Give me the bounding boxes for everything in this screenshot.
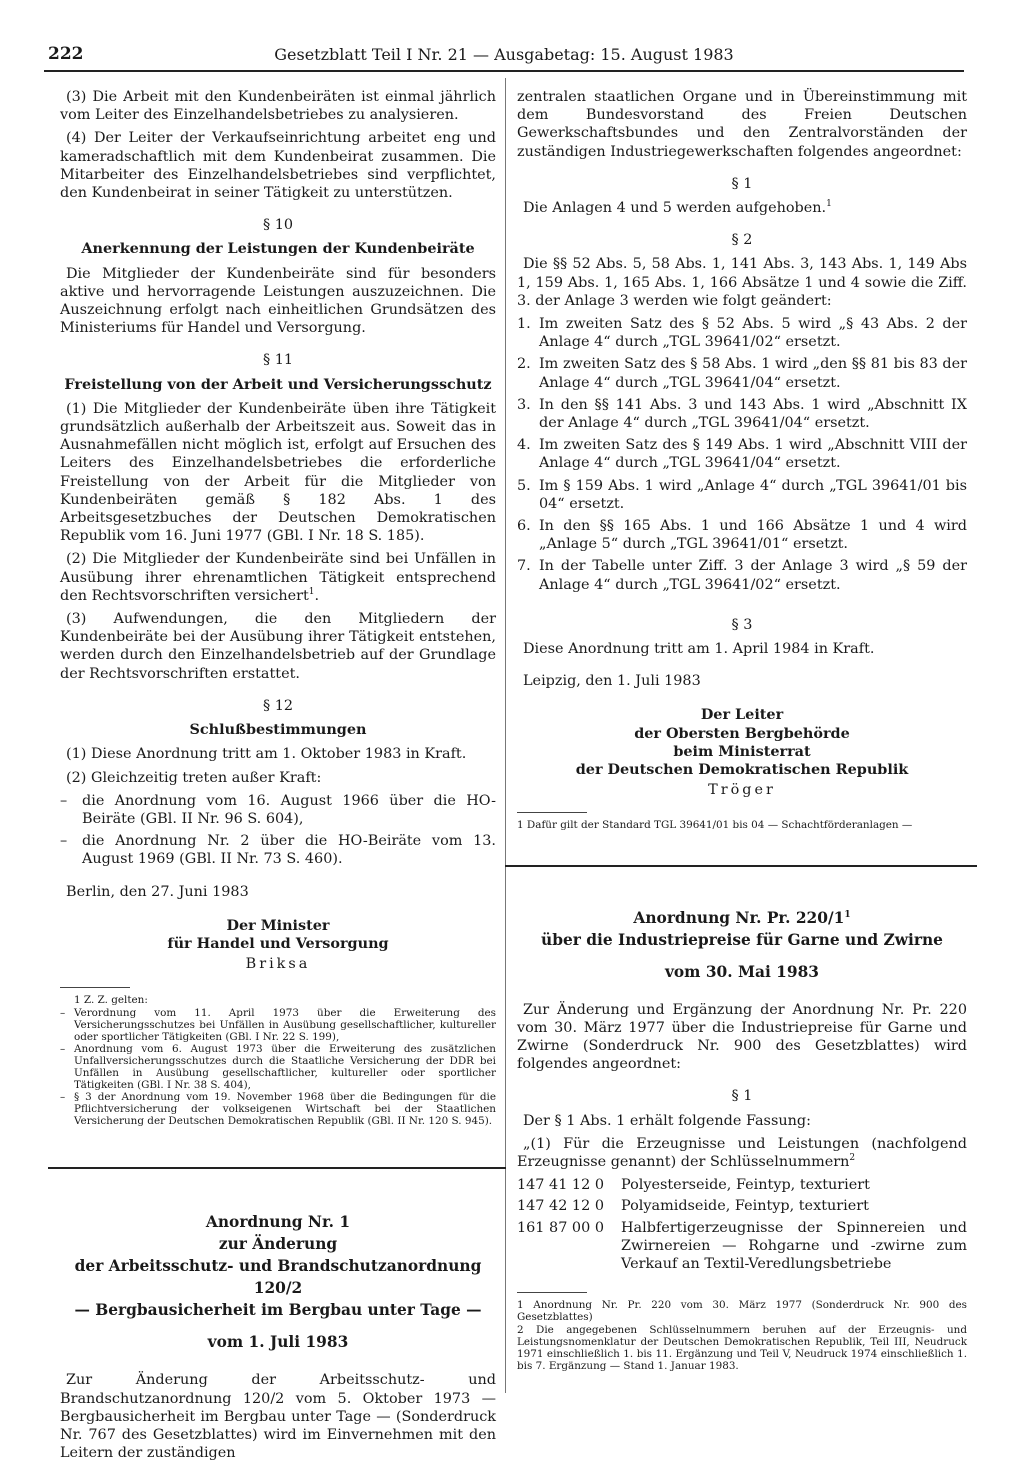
anordnung-3-quote [517,1135,967,1171]
section-12-para-2: (2) Gleichzeitig treten außer Kraft: [66,769,322,786]
product-code: 161 87 00 0 [517,1219,604,1236]
signer-name: Briksa [245,956,311,973]
list-item-text: die Anordnung vom 16. August 1966 über die HO-Beiräte (GBl. II Nr. 96 S. 604), [82,792,496,827]
footnote-1: 1 Anordnung Nr. Pr. 220 vom 30. März 1977 (Sonderdruck Nr. 900 des Gesetzblattes) [517,1299,967,1324]
signature-title-4: der Deutschen Demokratischen Republik [575,761,909,779]
footnote-ref-1[interactable]: 1 [826,199,832,210]
anordnung-3-section-1-number: § 1 [731,1088,753,1105]
paragraph-4: (4) Der Leiter der Verkaufseinrichtung arbeitet eng und kameradschaftlich mit dem Kundenbeirat zusammen. Die Mitarbeiter des Einzelhandelsbetriebes sind verpflichtet, den Kundenbeirat in seiner Tätigkeit zu unterstützen. [60,130,496,202]
footnote-item [60,1043,496,1091]
section-10-text: Die Mitglieder der Kundenbeiräte sind für besonders aktive und hervorragende Leistungen auszuzeichnen. Die Auszeichnung erfolgt nach einheitlichen Grundsätzen des Ministeriums für Handel und Versorgung. [60,265,496,337]
anordnung-3-date: vom 30. Mai 1983 [664,962,820,981]
list-item [517,355,967,391]
list-item-text: Im § 159 Abs. 1 wird „Anlage 4“ durch „TGL 39641/01 bis 04“ ersetzt. [539,477,967,512]
anordnung-3-title-2: über die Industriepreise für Garne und Zwirne [541,930,943,949]
item-number: 6. [517,518,531,535]
footnote-ref-1[interactable]: 1 [308,587,315,598]
section-12-title: Schlußbestimmungen [189,721,367,739]
place-date: Berlin, den 27. Juni 1983 [66,883,249,900]
product-code: 147 42 12 0 [517,1198,604,1215]
section-2-number: § 2 [731,232,753,249]
footnote-ref-1[interactable]: 1 [844,909,851,920]
article-separator [505,865,977,867]
footnotes [60,994,496,1127]
footnote-2: 2 Die angegebenen Schlüsselnummern beruhen auf der Erzeugnis- und Leistungsnomenklatur der Deutschen Demokratischen Republik, Teil III, Neudruck 1971 einschließlich 1. bis 11. Ergänzung und Teil V, Neudruck 1974 einschließlich 1. bis 7. Ergänzung — Stand 1. Januar 1983. [517,1324,967,1373]
section-12-para-1: (1) Diese Anordnung tritt am 1. Oktober 1983 in Kraft. [66,746,467,763]
list-item [517,477,967,513]
section-1-text-body: Die Anlagen 4 und 5 werden aufgehoben. [523,200,827,217]
footnotes [517,1299,967,1372]
list-item-text: Im zweiten Satz des § 52 Abs. 5 wird „§ 43 Abs. 2 der Anlage 4“ durch „TGL 39641/02“ ersetzt. [539,316,967,351]
section-11-para-2 [60,550,496,605]
item-number: 2. [517,356,531,373]
list-item-text: In den §§ 141 Abs. 3 und 143 Abs. 1 wird „Abschnitt IX der Anlage 4“ durch „TGL 39641/04“ ersetzt. [539,396,967,432]
anordnung-3-section-1-text: Der § 1 Abs. 1 erhält folgende Fassung: [523,1112,811,1129]
footnote-item [60,1091,496,1127]
signature-title-2: für Handel und Versorgung [167,934,389,952]
product-list [517,1176,967,1276]
section-11-title: Freistellung von der Arbeit und Versicherungsschutz [64,375,492,393]
footnote-intro: 1 Z. Z. gelten: [74,994,148,1007]
place-date: Leipzig, den 1. Juli 1983 [523,673,701,690]
footnote-ref-2[interactable]: 2 [849,1153,856,1164]
footnote-rule [517,812,587,813]
signature-title-2: der Obersten Bergbehörde [634,724,850,742]
anordnung-3-title-1 [517,907,967,929]
article-separator [48,1167,506,1169]
footnote-item-text: Verordnung vom 11. April 1973 über die Erweiterung des Versicherungsschutzes bei Unfällen in Ausübung gesellschaftlicher, kultureller oder sportlicher Tätigkeiten (GBl. I Nr. 22 S. 199), [74,1007,496,1044]
footnote-rule [517,1292,587,1293]
anordnung-2-title-2: zur Änderung [218,1235,338,1254]
product-description: Halbfertigerzeugnisse der Spinnereien und Zwirnereien — Rohgarne und -zwirne zum Verkauf an Textil-Veredlungsbetriebe [621,1219,967,1272]
item-number: 1. [517,316,531,333]
list-item [517,436,967,472]
dash-marker: – [60,1043,66,1056]
list-item [60,792,496,828]
product-description: Polyesterseide, Feintyp, texturiert [621,1177,870,1194]
header-title: Gesetzblatt Teil I Nr. 21 — Ausgabetag: 15. August 1983 [274,45,734,64]
dash-marker: – [60,1091,66,1104]
section-11-para-2-end: . [314,587,320,604]
continuation-text: zentralen staatlichen Organe und in Übereinstimmung mit dem Bundesvorstand des Freien Deutschen Gewerkschaftsbundes und den Zentralvorständen der zuständigen Industriegewerkschaften folgendes angeordnet: [517,89,967,160]
section-11-para-2-text: (2) Die Mitglieder der Kundenbeiräte sind bei Unfällen in Ausübung ihrer ehrenamtlichen Tätigkeit entsprechend den Rechtsvorschriften versichert [60,551,496,604]
dash-marker: – [60,833,68,850]
footnotes [517,819,967,831]
list-item [517,557,967,593]
anordnung-3-title-1-text: Anordnung Nr. Pr. 220/1 [633,908,845,927]
footnote-rule [60,987,130,988]
section-11-para-1: (1) Die Mitglieder der Kundenbeiräte üben ihre Tätigkeit grundsätzlich außerhalb der Arbeitszeit aus. Soweit das in Ausnahmefällen nicht möglich ist, erfolgt auf Ersuchen des Leiters des Einzelhandelsbetriebes die erforderliche Freistellung von der Arbeit für die Mitglieder von Kundenbeiräten gemäß § 182 Abs. 1 des Arbeitsgesetzbuches der Deutschen Demokratischen Republik vom 16. Juni 1977 (GBl. I Nr. 18 S. 185). [60,400,496,545]
footnote-item-text: Anordnung vom 6. August 1973 über die Erweiterung des zusätzlichen Unfallversicherungsschutzes durch die Staatliche Versicherung der DDR bei Unfällen in Ausübung gesellschaftlicher, kultureller oder sportlicher Tätigkeiten (GBl. I Nr. 38 S. 404), [74,1043,496,1092]
signer-name: Tröger [708,782,776,799]
section-1-text [517,199,967,217]
footnote-1: 1 Dafür gilt der Standard TGL 39641/01 bis 04 — Schachtförderanlagen — [517,818,913,831]
section-1-number: § 1 [731,175,753,192]
item-number: 3. [517,396,531,413]
list-item-text: In den §§ 165 Abs. 1 und 166 Absätze 1 und 4 wird „Anlage 5“ durch „TGL 39641/01“ ersetzt. [539,518,967,553]
page-number: 222 [48,44,84,64]
anordnung-2-title-4: — Bergbausicherheit im Bergbau unter Tage — [74,1301,482,1320]
anordnung-2-intro: Zur Änderung der Arbeitsschutz- und Brandschutzanordnung 120/2 vom 5. Oktober 1973 — Bergbausicherheit im Bergbau unter Tage — (Sonderdruck Nr. 767 des Gesetzblattes) wird im Einvernehmen mit den Leitern der zuständigen [60,1372,496,1462]
item-number: 5. [517,477,531,494]
signature-title-1: Der Minister [226,916,330,934]
section-3-number: § 3 [731,616,753,633]
dash-marker: – [60,792,68,809]
list-item [517,396,967,432]
product-code: 147 41 12 0 [517,1177,604,1194]
footnote-item-text: § 3 der Anordnung vom 19. November 1968 über die Bedingungen für die Pflichtversicherung der volkseigenen Wirtschaft bei der Staatlichen Versicherung der Deutschen Demokratischen Republik (GBl. II Nr. 120 S. 945). [74,1091,496,1128]
product-description: Polyamidseide, Feintyp, texturiert [621,1198,869,1215]
list-item [517,517,967,553]
list-item-text: In der Tabelle unter Ziff. 3 der Anlage 3 wird „§ 59 der Anlage 4“ durch „TGL 39641/02“ ersetzt. [539,558,967,593]
section-10-number: § 10 [262,217,294,234]
list-item [60,832,496,868]
list-item-text: Im zweiten Satz des § 149 Abs. 1 wird „Abschnitt VIII der Anlage 4“ durch „TGL 39641/04“ ersetzt. [539,437,967,472]
item-number: 4. [517,437,531,454]
right-column [517,88,967,1373]
section-2-intro: Die §§ 52 Abs. 5, 58 Abs. 1, 141 Abs. 3, 143 Abs. 1, 149 Abs 1, 159 Abs. 1, 165 Abs. 1, 166 Absätze 1 und 4 sowie die Ziff. 3. der Anlage 3 werden wie folgt geändert: [517,256,967,309]
dash-marker: – [60,1007,66,1020]
section-3-text: Diese Anordnung tritt am 1. April 1984 in Kraft. [523,641,875,658]
section-12-number: § 12 [262,697,294,714]
signature-title-1: Der Leiter [700,706,784,724]
section-10-title: Anerkennung der Leistungen der Kundenbeiräte [81,240,475,258]
anordnung-3-quote-text: „(1) Für die Erzeugnisse und Leistungen (nachfolgend Erzeugnisse genannt) der Schlüsselnummern [517,1135,967,1170]
anordnung-3-intro: Zur Änderung und Ergänzung der Anordnung Nr. Pr. 220 vom 30. März 1977 über die Industriepreise für Garne und Zwirne (Sonderdruck Nr. 900 des Gesetzblattes) wird folgendes angeordnet: [517,1001,967,1073]
list-item-text: die Anordnung Nr. 2 über die HO-Beiräte vom 13. August 1969 (GBl. II Nr. 73 S. 460). [82,833,496,868]
list-item-text: Im zweiten Satz des § 58 Abs. 1 wird „den §§ 81 bis 83 der Anlage 4“ durch „TGL 39641/04“ ersetzt. [539,356,967,391]
anordnung-2-date: vom 1. Juli 1983 [207,1333,349,1352]
item-number: 7. [517,558,531,575]
column-divider [505,78,506,1393]
section-11-number: § 11 [262,352,294,369]
anordnung-2-title-3: der Arbeitsschutz- und Brandschutzanordnung 120/2 [74,1257,482,1298]
footnote-item [60,1007,496,1043]
paragraph-3: (3) Die Arbeit mit den Kundenbeiräten ist einmal jährlich vom Leiter des Einzelhandelsbetriebes zu analysieren. [60,89,496,124]
left-column [60,88,496,1467]
anordnung-2-title-1: Anordnung Nr. 1 [205,1213,351,1232]
page-header [44,44,964,72]
signature-title-3: beim Ministerrat [673,742,811,760]
list-item [517,315,967,351]
section-11-para-3: (3) Aufwendungen, die den Mitgliedern der Kundenbeiräte bei der Ausübung ihrer Tätigkeit entstehen, werden durch den Einzelhandelsbetrieb auf der Grundlage der Rechtsvorschriften erstattet. [60,611,496,682]
